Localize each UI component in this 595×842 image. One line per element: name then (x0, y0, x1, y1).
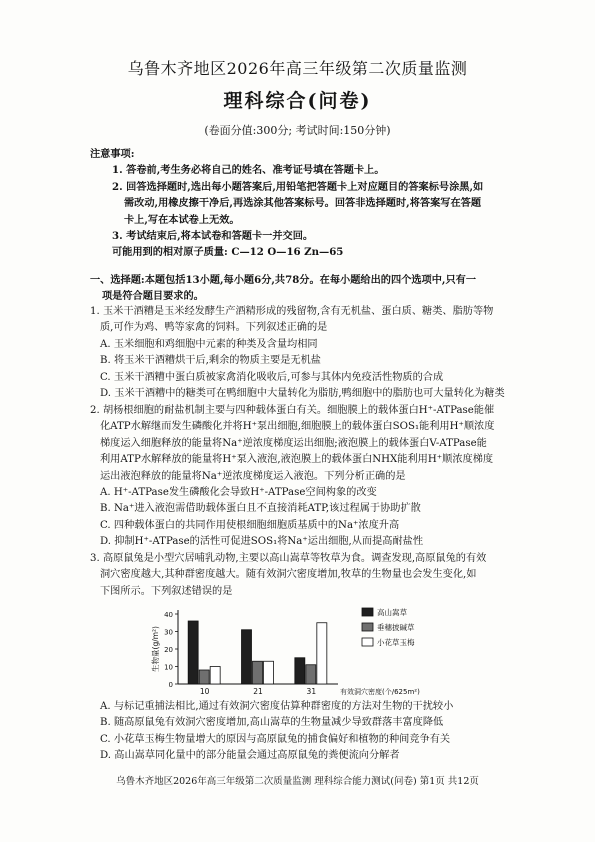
exam-info: (卷面分值:300分; 考试时间:150分钟) (204, 124, 391, 137)
question-3 (90, 551, 570, 600)
q2-stem: 运出液泡释放的能量将Na⁺逆浓度梯度运入液泡。下列分析正确的是 (100, 470, 406, 482)
subject-title: 理科综合(问卷) (223, 90, 372, 112)
legend-label: 高山嵩草 (377, 608, 407, 617)
region-title: 乌鲁木齐地区2026年高三年级第二次质量监测 (127, 59, 468, 78)
legend-swatch (362, 638, 373, 646)
x-tick-label: 21 (253, 687, 263, 696)
bar (188, 621, 198, 684)
biomass-bar-chart (150, 600, 450, 698)
bar (306, 665, 316, 684)
y-tick-label: 0 (168, 681, 173, 689)
atomic-mass-line: 可能用到的相对原子质量: C—12 O—16 Zn—65 (112, 246, 344, 259)
q2-stem: 化ATP水解继而发生磷酸化并将H⁺泵出细胞,细胞膜上的载体蛋白SOS₁能利用H⁺顺浓度 (100, 421, 495, 433)
note-item-3: 3. 考试结束后,将本试卷和答题卡一并交回。 (112, 230, 314, 243)
notes-section (90, 146, 560, 261)
q2-stem: 梯度运入细胞释放的能量将Na⁺逆浓度梯度运出细胞;液泡膜上的载体蛋白V-ATPase能 (100, 437, 487, 449)
notes-heading: 注意事项: (90, 148, 135, 160)
bar (295, 658, 305, 684)
q1-stem: 1. 玉米干酒糟是玉米经发酵生产酒精形成的残留物,含有无机盐、蛋白质、糖类、脂肪等物 (90, 306, 494, 317)
legend-swatch (362, 608, 373, 616)
q2-stem: 2. 胡杨根细胞的耐盐机制主要与四种载体蛋白有关。细胞膜上的载体蛋白H⁺-ATPase能催 (90, 405, 495, 416)
y-tick-label: 10 (164, 663, 173, 672)
q2-stem: 利用ATP水解释放的能量将H⁺泵入液泡,液泡膜上的载体蛋白NHX能利用H⁺顺浓度梯度 (100, 454, 494, 466)
section-line: 项是符合题目要求的。 (102, 290, 204, 303)
bar (210, 667, 220, 685)
section-line: 一、选择题:本题包括13小题,每小题6分,共78分。在每小题给出的四个选项中,只有一 (90, 274, 477, 286)
y-tick-label: 40 (164, 611, 173, 619)
q3-option-b: B. 随高原鼠兔有效洞穴密度增加,高山嵩草的生物量减少导致群落丰富度降低 (100, 717, 444, 729)
bar (242, 630, 252, 684)
q1-option-d: D. 玉米干酒糟中的糖类可在鸭细胞中大量转化为脂肪,鸭细胞中的脂肪也可大量转化为糖类 (100, 388, 505, 400)
y-axis-label: 生物量(g/m²) (151, 626, 160, 672)
q3-stem: 洞穴密度越大,其种群密度越大。随有效洞穴密度增加,牧草的生物量也会发生变化,如 (100, 569, 477, 581)
x-axis-label: 有效洞穴密度(个/625m²) (340, 688, 420, 696)
note-item-2-cont: 需改动,用橡皮擦干净后,再选涂其他答案标号。回答非选择题时,将答案写在答题 (124, 197, 482, 210)
y-tick-label: 30 (164, 628, 173, 637)
q1-option-c: C. 玉米干酒糟中蛋白质被家禽消化吸收后,可参与其体内免疫活性物质的合成 (100, 371, 444, 383)
bar (199, 670, 209, 684)
bar (317, 623, 327, 684)
bar (253, 661, 263, 684)
bar (264, 661, 274, 684)
x-tick-label: 10 (199, 687, 210, 696)
note-item-1: 1. 答卷前,考生务必将自己的姓名、准考证号填在答题卡上。 (112, 164, 385, 177)
question-1 (90, 304, 570, 402)
q1-option-b: B. 将玉米干酒糟烘干后,剩余的物质主要是无机盐 (100, 355, 321, 367)
section-heading (90, 272, 570, 305)
q2-option-a: A. H⁺-ATPase发生磷酸化会导致H⁺-ATPase空间构象的改变 (100, 487, 377, 499)
note-item-2-cont: 卡上,写在本试卷上无效。 (124, 213, 240, 226)
q1-stem: 质,可作为鸡、鸭等家禽的饲料。下列叙述正确的是 (100, 322, 328, 334)
q3-stem: 下图所示。下列叙述错误的是 (100, 585, 233, 597)
legend-label: 小花草玉梅 (377, 638, 415, 647)
q2-option-d: D. 抑制H⁺-ATPase的活性可促进SOS₁将Na⁺运出细胞,从而提高耐盐性 (100, 536, 424, 548)
q3-stem: 3. 高原鼠兔是小型穴居哺乳动物,主要以高山嵩草等牧草为食。调查发现,高原鼠兔的有效 (90, 553, 487, 564)
q3-option-a: A. 与标记重捕法相比,通过有效洞穴密度估算种群密度的方法对生物的干扰较小 (100, 701, 454, 712)
q2-option-b: B. Na⁺进入液泡需借助载体蛋白且不直接消耗ATP,该过程属于协助扩散 (100, 503, 421, 515)
page-footer: 乌鲁木齐地区2026年高三年级第二次质量监测 理科综合能力测试(问卷) 第1页 共12页 (116, 776, 479, 787)
legend-swatch (362, 623, 373, 631)
question-3-options (90, 699, 570, 765)
y-tick-label: 20 (164, 646, 173, 654)
q3-option-c: C. 小花草玉梅生物量增大的原因与高原鼠兔的捕食偏好和植物的种间竞争有关 (100, 733, 451, 745)
legend-label: 垂穗披碱草 (377, 623, 415, 632)
x-tick-label: 31 (306, 687, 317, 696)
question-2 (90, 403, 570, 551)
q2-option-c: C. 四种载体蛋白的共同作用使根细胞细胞质基质中的Na⁺浓度升高 (100, 519, 400, 531)
note-item-2: 2. 回答选择题时,选出每小题答案后,用铅笔把答题卡上对应题目的答案标号涂黑,如 (112, 180, 484, 193)
q1-option-a: A. 玉米细胞和鸡细胞中元素的种类及含量均相同 (100, 338, 318, 350)
q3-option-d: D. 高山嵩草同化量中的部分能量会通过高原鼠兔的粪便流向分解者 (100, 750, 400, 762)
